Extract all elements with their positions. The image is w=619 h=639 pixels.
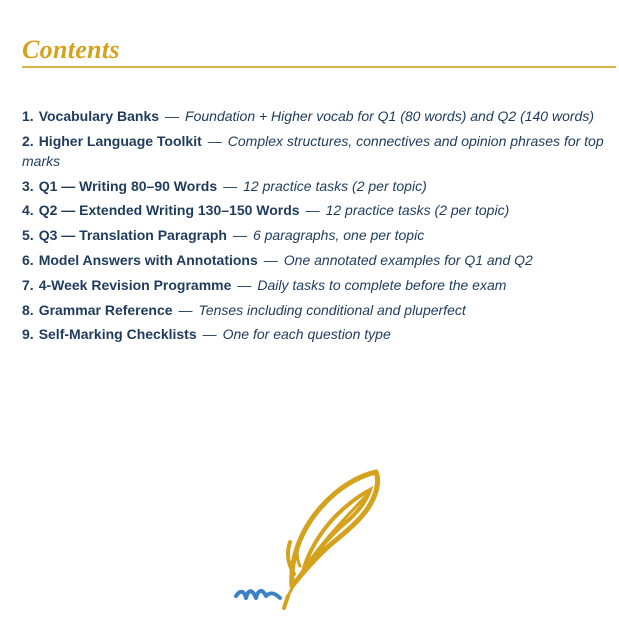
item-description: Tenses including conditional and pluperfect (198, 301, 466, 318)
item-number: 5. (22, 227, 34, 244)
contents-item (22, 106, 614, 126)
item-description: Foundation + Higher vocab for Q1 (80 words) and Q2 (140 words) (185, 108, 594, 124)
item-description: Complex structures, connectives and opinion phrases for top marks (22, 132, 604, 169)
item-title: Self-Marking Checklists (38, 326, 197, 343)
item-description: One annotated examples for Q1 and Q2 (283, 251, 533, 268)
contents-item (22, 176, 614, 196)
contents-item (22, 225, 614, 245)
contents-list (22, 106, 614, 349)
item-title: Model Answers with Annotations (38, 251, 258, 268)
item-description: 12 practice tasks (2 per topic) (243, 177, 427, 194)
title-divider (22, 66, 616, 68)
item-dash: — (178, 301, 193, 318)
item-description: One for each question type (222, 326, 391, 343)
item-number: 3. (22, 177, 34, 194)
item-number: 1. (22, 108, 34, 124)
contents-item (22, 200, 614, 220)
item-dash: — (237, 276, 252, 293)
item-dash: — (165, 108, 180, 124)
item-number: 4. (22, 202, 34, 219)
item-title: Q3 — Translation Paragraph (38, 227, 227, 244)
item-number: 9. (22, 326, 34, 343)
item-number: 2. (22, 132, 34, 149)
item-dash: — (232, 227, 247, 244)
item-description: Daily tasks to complete before the exam (257, 276, 507, 293)
item-title: Higher Language Toolkit (38, 132, 202, 149)
item-title: Q2 — Extended Writing 130–150 Words (38, 202, 300, 219)
item-title: Grammar Reference (38, 301, 173, 318)
item-title: 4-Week Revision Programme (38, 276, 232, 293)
contents-item (22, 300, 614, 320)
item-dash: — (223, 177, 238, 194)
contents-item (22, 131, 614, 171)
contents-item (22, 250, 614, 270)
item-description: 6 paragraphs, one per topic (252, 227, 425, 244)
item-description: 12 practice tasks (2 per topic) (325, 202, 510, 219)
item-title: Q1 — Writing 80–90 Words (38, 177, 218, 194)
item-dash: — (207, 132, 222, 149)
quill-pen-icon (230, 468, 390, 610)
item-number: 7. (22, 276, 34, 293)
item-dash: — (305, 202, 320, 219)
item-number: 8. (22, 301, 34, 318)
item-dash: — (263, 251, 278, 268)
contents-item (22, 275, 614, 295)
item-title: Vocabulary Banks (38, 108, 160, 124)
contents-item (22, 324, 614, 344)
page-title: Contents (22, 35, 120, 64)
item-number: 6. (22, 251, 34, 268)
item-dash: — (202, 326, 217, 343)
